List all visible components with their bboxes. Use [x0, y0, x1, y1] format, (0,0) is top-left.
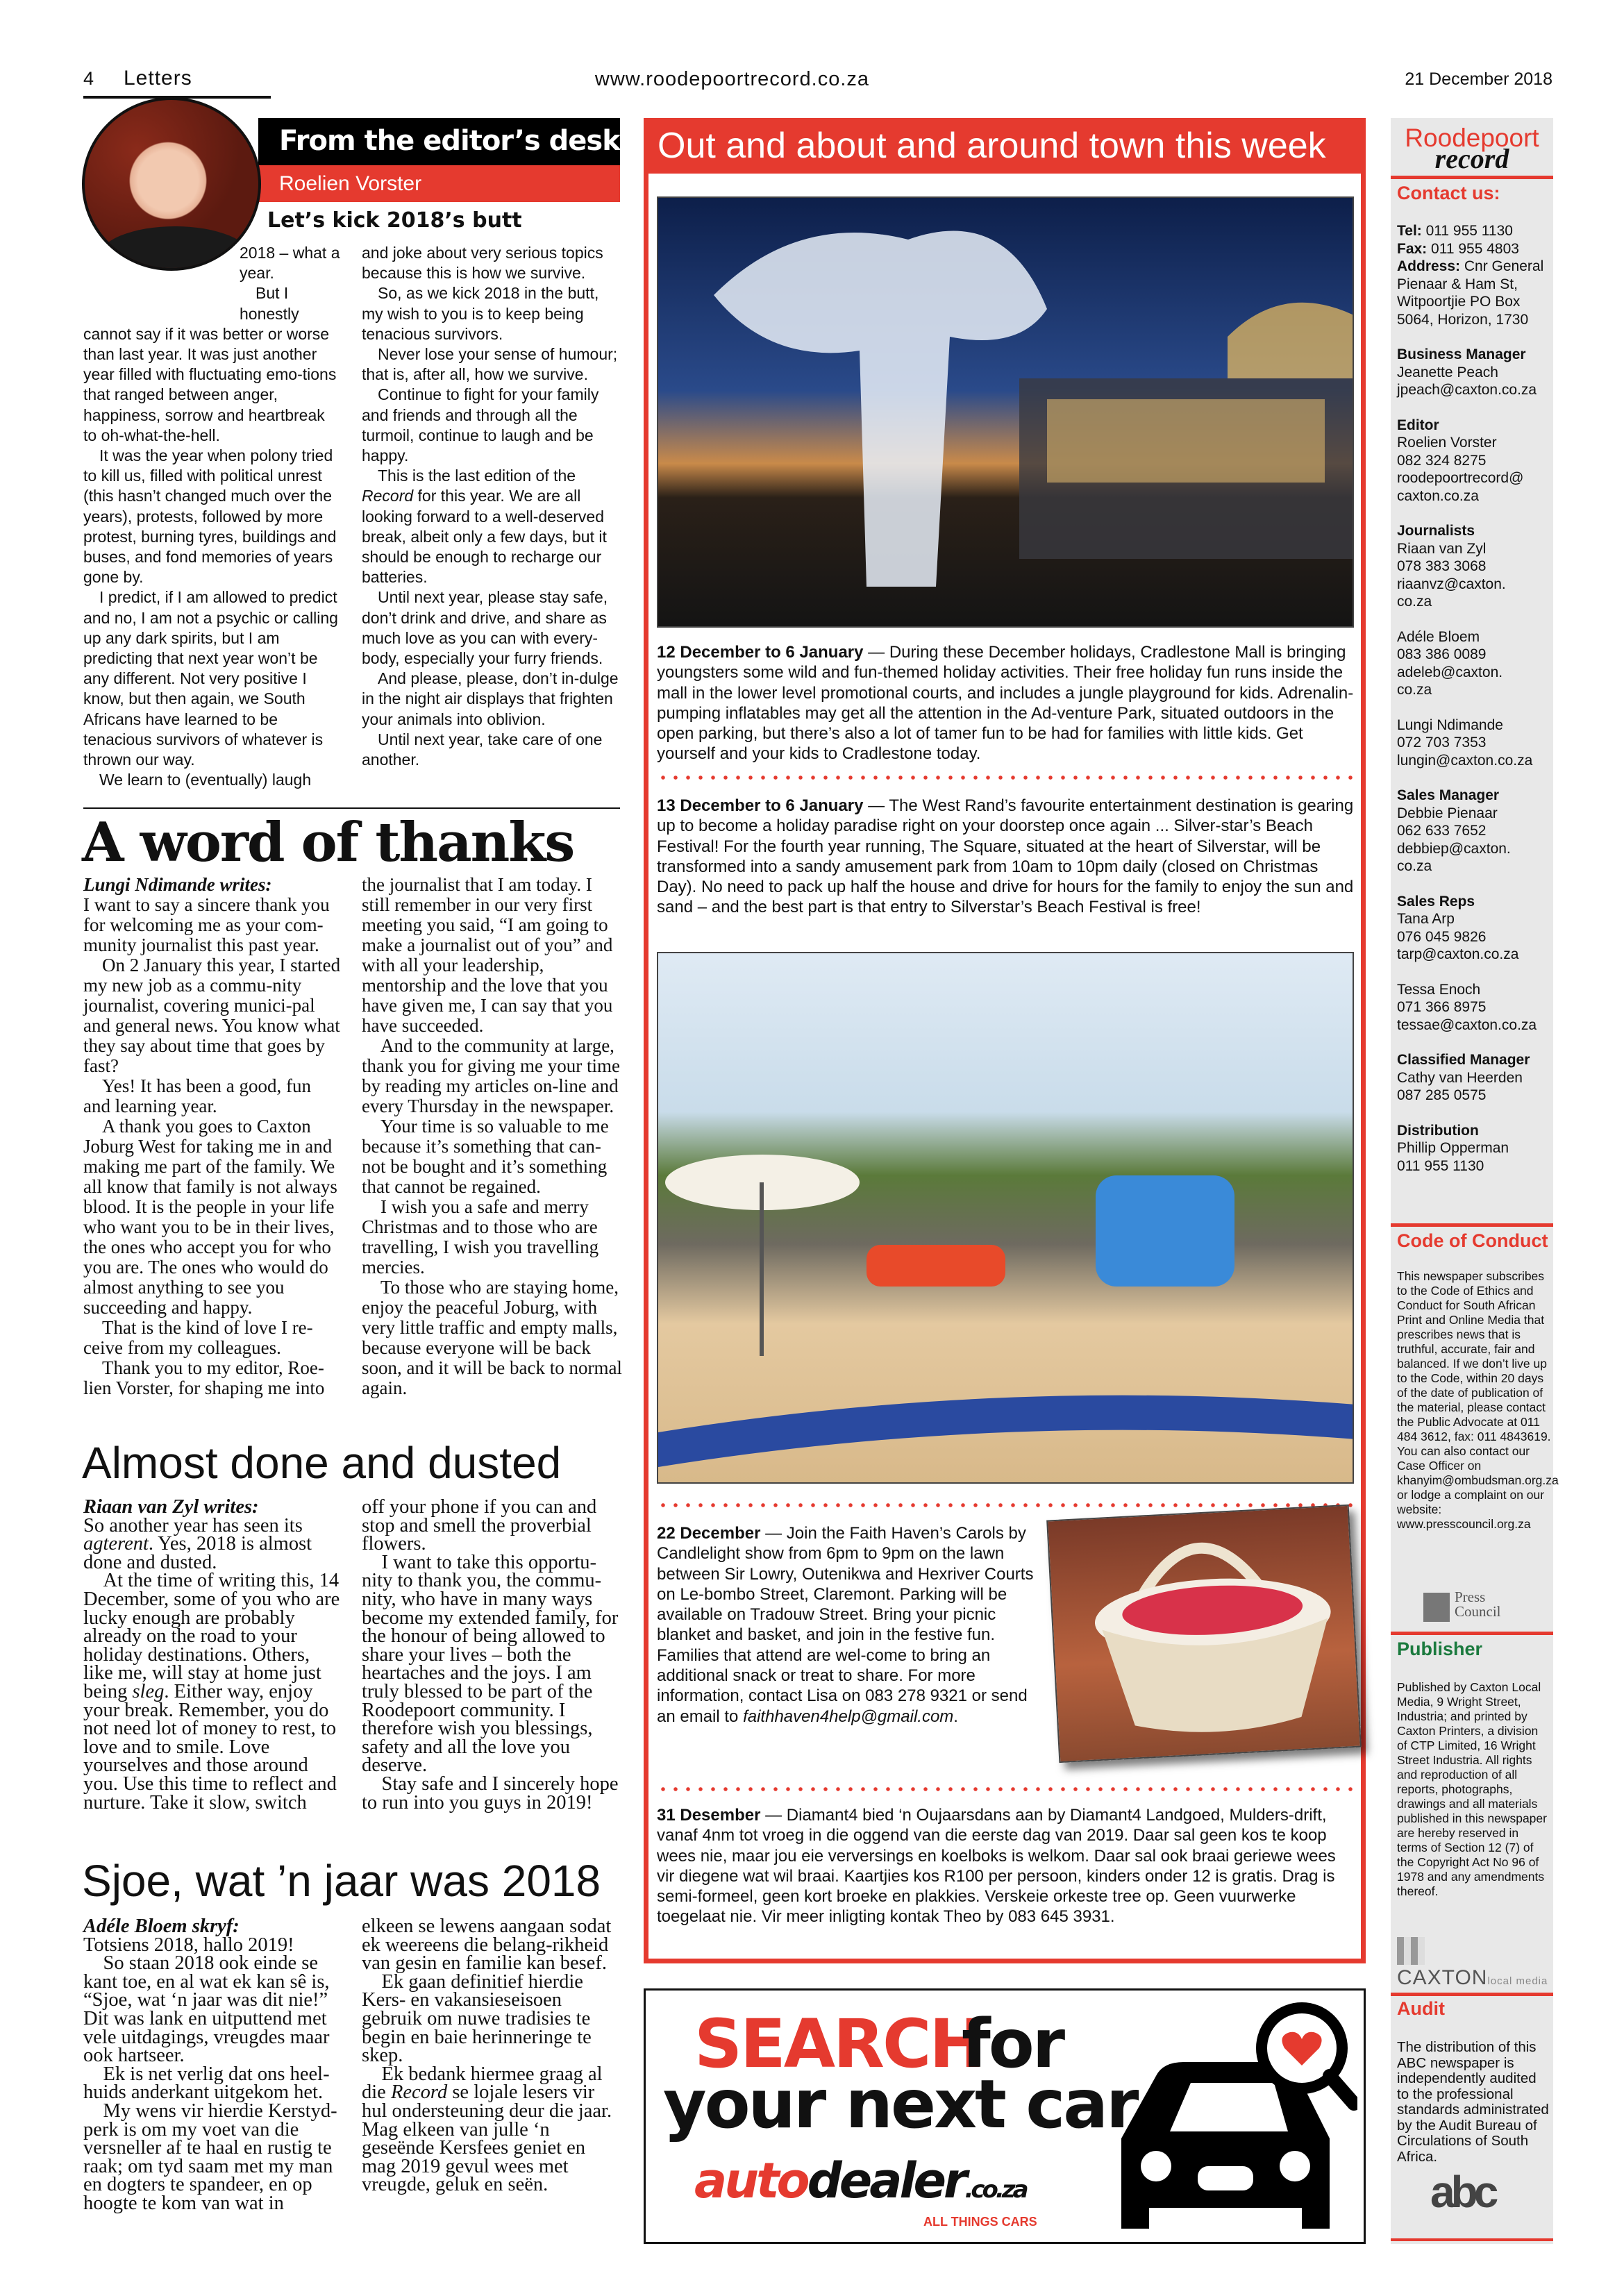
- event-text: — The West Rand’s favourite entertainment destination is gearing up to become a holiday paradise right on your doorstep once again ... Silver-star’s Beach Festival! For the fourth year running, The Square, situated at the heart of Silverstar, will be transformed into a sandy amusement park from 10am to 10pm daily (closed on Christmas Day). No need to pack up half the house and drive for hours for the family to enjoy the sun and sand – and the best part is that entry to Silverstar’s Beach Festival is free!: [657, 796, 1354, 917]
- text-run: Until next year, please stay safe, don’t drink and drive, and share as much love as you can with every-body, especially your furry friends.: [362, 588, 608, 668]
- dusted-column-2: [362, 1498, 622, 1812]
- contact-role: Classified Manager: [1397, 1052, 1530, 1068]
- text-run: Ek bedank hiermee graag al die: [362, 2063, 603, 2104]
- caxton-sub-text: local media: [1487, 1975, 1548, 1987]
- event-text: — Diamant4 bied ‘n Oujaarsdans aan by Diamant4 Landgoed, Mulders-drift, vanaf 4nm tot vroeg in die oggend van die eerste dag van 2019. Daar sal geen kos te koop wees nie, maar jou eie verversings en koelboks is welkom. Daar sal ook braai geriewe wees vir diegene wat wil braai. Kaartjies kos R100 per persoon, kinders onder 12 is gratis. Drag is semi-formeel, geen kort broeke en plakkies. Verskeie orkeste tree op. Geen vuurwerke toegelaat nie. Vir meer inligting kontak Theo by 083 645 3931.: [657, 1806, 1336, 1927]
- beach-festival-photo: [657, 952, 1354, 1484]
- contact-line: 062 633 7652: [1397, 823, 1487, 839]
- text-run: My wens vir hierdie Kerstyd-perk is om my voet van die versneller af te haal en rustig te raak; om tyd saam met my man en dogters te spandeer, en op hoogte te kom van wat in: [83, 2100, 337, 2214]
- contact-role: Sales Manager: [1397, 787, 1500, 803]
- conduct-text: This newspaper subscribes to the Code of Ethics and Conduct for South African Print and Online Media that prescribes news that is truthful, accurate, fair and balanced. If we don’t live up to the Code, within 20 days of the date of publication of the material, please contact the Public Advocate at 011 484 3612, fax: 011 4843619. You can also contact our Case Officer on khanyim@ombudsman.org.za or lodge a complaint on our website: www.presscouncil.org.za: [1397, 1269, 1559, 1531]
- contact-email[interactable]: adeleb@caxton.: [1397, 664, 1503, 680]
- sidebar-rule: [1391, 1632, 1553, 1635]
- text-run: Until next year, take care of one another.: [362, 730, 603, 769]
- contact-email: caxton.co.za: [1397, 487, 1479, 504]
- dotted-divider: [657, 1787, 1354, 1791]
- contact-line: Roelien Vorster: [1397, 435, 1497, 451]
- event-item-3: [657, 1523, 1046, 1727]
- contact-email[interactable]: debbiep@caxton.: [1397, 840, 1511, 857]
- text-run: I predict, if I am allowed to predict and no, I am not a psychic or calling up any dark spirits, but I am predicting that next year won’t be any different. Not very positive I know, but then again, we South Africans have learned to be tenacious survivors of whatever is thrown our way.: [83, 588, 338, 769]
- text-run: I wish you a safe and merry Christmas and to those who are travelling, I wish you travelling mercies.: [362, 1196, 599, 1277]
- contact-block: [1397, 522, 1551, 611]
- paragraph: [362, 1970, 622, 2067]
- audit-text: The distribution of this ABC newspaper is independently audited to the professional standards administrated by the Audit Bureau of Circulations of South Africa.: [1397, 2039, 1549, 2165]
- text-run: I want to say a sincere thank you for welcoming me as your com-munity journalist this past year.: [83, 894, 330, 955]
- contact-email: co.za: [1397, 594, 1432, 610]
- event-item-2: [657, 796, 1354, 918]
- paragraph: [362, 283, 622, 344]
- paragraph: [362, 875, 622, 1036]
- contact-line: Tana Arp: [1397, 911, 1455, 927]
- events-title: Out and about and around town this week: [644, 118, 1366, 174]
- text-run: Ek is net verlig dat ons heel-huids anderkant uitgekom het.: [83, 2063, 330, 2104]
- contact-block: [1397, 346, 1551, 399]
- contact-block: [1397, 417, 1551, 505]
- thanks-column-2: [362, 875, 622, 1398]
- paragraph: [83, 446, 342, 587]
- paragraph: [83, 1076, 342, 1116]
- text-run: for this year. We are all looking forward to a well-deserved break, albeit only a few days, but it should be enough to recharge our batteries.: [362, 487, 607, 587]
- event-text-end: .: [953, 1707, 958, 1726]
- text-run: We learn to (eventually) laugh: [99, 771, 312, 789]
- fax-label: Fax:: [1397, 240, 1428, 257]
- paragraph: [362, 1775, 622, 1812]
- caxton-mark: [1397, 1937, 1425, 1965]
- ad-search-text: SEARCH: [694, 2005, 983, 2083]
- contact-email[interactable]: jpeach@caxton.co.za: [1397, 382, 1537, 398]
- contact-email[interactable]: roodepoortrecord@: [1397, 470, 1524, 486]
- editor-headline: Let’s kick 2018’s butt: [267, 208, 522, 233]
- press-council-logo: [1416, 1590, 1527, 1625]
- paragraph: [362, 466, 622, 587]
- editor-col1-text: [83, 243, 342, 790]
- dusted-byline: Riaan van Zyl writes:: [83, 1496, 259, 1518]
- abc-logo: abc: [1430, 2167, 1495, 2217]
- text-run: So, as we kick 2018 in the butt, my wish to you is to keep being tenacious survivors.: [362, 284, 599, 343]
- paragraph: [83, 1936, 342, 1955]
- contact-block: [1397, 1051, 1551, 1105]
- address-value: Cnr General Pienaar & Ham St, Witpoortjie PO Box 5064, Horizon, 1730: [1397, 258, 1544, 328]
- text-run: . Yes, 2018 is almost done and dusted.: [83, 1533, 312, 1573]
- text-run: sleg: [132, 1680, 165, 1702]
- text-run: Totsiens 2018, hallo 2019!: [83, 1934, 294, 1956]
- text-run: A thank you goes to Caxton Joburg West for taking me in and making me part of the family. We all know that family is not always blood. It is the people in your life who want you to be in their lives, the ones who accept you for who you are. The ones who would do almost anything to see you succeeding and happy.: [83, 1116, 337, 1318]
- text-run: This is the last edition of the: [378, 467, 576, 485]
- divider: [83, 807, 620, 809]
- sjoe-byline: Adéle Bloem skryf:: [83, 1916, 240, 1937]
- sidebar-rule: [1391, 176, 1553, 179]
- publisher-text: Published by Caxton Local Media, 9 Wright Street, Industria; and printed by Caxton Printers, a division of CTP Limited, 16 Wright Street Industria. All rights and reproduction of all reports, photographs, drawings and all materials published in this newspaper are hereby reserved in terms of Section 12 (7) of the Copyright Act No 96 of 1978 and any amendments thereof.: [1397, 1680, 1547, 1898]
- issue-date: 21 December 2018: [1405, 69, 1552, 89]
- press-council-text: Press Council: [1455, 1589, 1501, 1620]
- paragraph: [83, 283, 342, 446]
- fax-value: 011 955 4803: [1427, 240, 1519, 257]
- text-run: Record: [390, 2081, 448, 2104]
- website-url[interactable]: www.roodepoortrecord.co.za: [594, 68, 870, 90]
- text-run: off your phone if you can and stop and smell the proverbial flowers.: [362, 1496, 597, 1555]
- text-run: Ek gaan definitief hierdie Kers- en vakansieseisoen gebruik om nuwe tradisies te begin en baie herinneringe te skep.: [362, 1970, 592, 2067]
- paragraph: [362, 1036, 622, 1116]
- logo-dealer: dealer: [807, 2152, 965, 2209]
- contact-line: Phillip Opperman: [1397, 1140, 1509, 1156]
- thanks-column-1: [83, 875, 342, 1398]
- beach-scene-illustration: [658, 953, 1354, 1484]
- paragraph: [83, 895, 342, 955]
- contact-line: 083 386 0089: [1397, 646, 1487, 662]
- event-date: 13 December to 6 January: [657, 796, 864, 815]
- publisher-heading: Publisher: [1397, 1639, 1483, 1659]
- dotted-divider: [657, 776, 1354, 780]
- page-number: 4: [83, 68, 94, 89]
- contact-role: Sales Reps: [1397, 893, 1475, 910]
- text-run: It was the year when polony tried to kill us, filled with political unrest (this hasn’t changed much over the years), protests, followed by more protest, burning tyres, buildings and buses, and fond memories of years gone by.: [83, 446, 337, 587]
- editor-name-banner: Roelien Vorster: [258, 165, 620, 202]
- contact-line: Riaan van Zyl: [1397, 540, 1487, 557]
- autodealer-logo: [694, 2152, 1026, 2209]
- contact-email[interactable]: tessae@caxton.co.za: [1397, 1016, 1537, 1033]
- contact-role: Journalists: [1397, 523, 1475, 539]
- contact-line: Adéle Bloem: [1397, 628, 1480, 645]
- text-run: Your time is so valuable to me because it’s something that can-not be bought and it’s something that cannot be regained.: [362, 1116, 609, 1197]
- paragraph: [362, 1197, 622, 1277]
- contact-block: [1397, 1122, 1551, 1175]
- contact-line: 076 045 9826: [1397, 928, 1487, 945]
- text-run: . Either way, enjoy your break. Remember, you do not need lot of money to rest, to love and to smile. Love yourselves and those around you. Use this time to reflect and nurture. Take it slow, switch: [83, 1680, 337, 1813]
- contact-email[interactable]: lungin@caxton.co.za: [1397, 752, 1533, 769]
- text-run: So staan 2018 ook einde se kant toe, en al wat ek kan sê is, “Sjoe, wat ‘n jaar was dit nie!” Dit was lank en uitputtend met vele uitdagings, vreugdes maar ook hartseer.: [83, 1952, 330, 2067]
- event-text: — During these December holidays, Cradlestone Mall is bringing youngsters some wild and fun-themed holiday activities. Their free holiday fun runs inside the mall in the lower level promotional courts, and includes a jungle playground for kids. Adrenalin-pumping inflatables may get all the attention in the Ad-venture Park, situated outdoors in the open parking, but there’s also a lot of tamer fun to be had for families with little kids. Get yourself and your kids to Cradlestone today.: [657, 643, 1354, 764]
- contact-list: [1397, 222, 1551, 1192]
- light-tree-illustration: [658, 198, 1354, 628]
- sjoe-title: Sjoe, wat ’n jaar was 2018: [82, 1856, 601, 1906]
- paragraph: [362, 1277, 622, 1398]
- audit-heading: Audit: [1397, 1998, 1445, 2019]
- text-run: At the time of writing this, 14 December, some of you who are lucky enough are probably already on the road to your holiday destinations. Others, like me, will stay at home just being: [83, 1570, 340, 1702]
- text-run: Record: [362, 487, 414, 505]
- contact-line: 011 955 1130: [1397, 1157, 1484, 1174]
- sjoe-column-1: [83, 1918, 342, 2213]
- thanks-title: A word of thanks: [82, 811, 574, 874]
- logo-tld: .co.za: [964, 2176, 1026, 2204]
- paragraph: [83, 1572, 342, 1812]
- contact-line: Lungi Ndimande: [1397, 717, 1503, 733]
- event-date: 12 December to 6 January: [657, 643, 864, 662]
- event-date: 31 Desember: [657, 1806, 761, 1825]
- text-run: On 2 January this year, I started my new job as a commu-nity journalist, covering munici-pal and general news. You know what they say about time that goes by fast?: [83, 955, 341, 1076]
- editor-column-1: [83, 243, 342, 790]
- text-run: 2018 – what a year.: [240, 244, 340, 283]
- text-run: elkeen se lewens aangaan sodat ek weereens die belang-rikheid van gesin en familie kan besef.: [362, 1916, 612, 1975]
- dotted-divider: [657, 1503, 1354, 1507]
- tel-value: 011 955 1130: [1421, 223, 1513, 239]
- text-run: se lojale lesers vir hul ondersteuning deur die jaar. Mag elkeen van julle ‘n geseënde Kersfees geniet en mag 2019 gevul wees met vreugde, geluk en seën.: [362, 2081, 612, 2196]
- paragraph: [362, 587, 622, 669]
- ad-for-text: for: [962, 2005, 1064, 2083]
- contact-role: Editor: [1397, 417, 1439, 433]
- paragraph: [83, 955, 342, 1076]
- contact-line: Cathy van Heerden: [1397, 1069, 1523, 1086]
- thanks-col1-text: [83, 895, 342, 1398]
- text-run: Never lose your sense of humour; that is, after all, how we survive.: [362, 345, 618, 384]
- text-run: Stay safe and I sincerely hope to run into you guys in 2019!: [362, 1773, 619, 1813]
- contact-line: Jeanette Peach: [1397, 364, 1498, 380]
- contact-email: co.za: [1397, 858, 1432, 874]
- basket-illustration: [1048, 1506, 1362, 1763]
- contact-heading: Contact us:: [1397, 183, 1500, 203]
- car-search-icon: [1080, 2000, 1357, 2236]
- contact-line: 087 285 0575: [1397, 1087, 1487, 1103]
- contact-line: 072 703 7353: [1397, 735, 1487, 751]
- contact-block: [1397, 717, 1551, 770]
- contact-line: Debbie Pienaar: [1397, 805, 1498, 821]
- dusted-column-1: [83, 1498, 342, 1812]
- contact-block: [1397, 893, 1551, 964]
- paragraph: [83, 770, 342, 790]
- event-item-1: [657, 642, 1354, 764]
- text-run: That is the kind of love I re-ceive from my colleagues.: [83, 1317, 313, 1358]
- contact-block: [1397, 628, 1551, 699]
- picnic-basket-photo: [1046, 1505, 1362, 1763]
- paragraph: [83, 1954, 342, 2065]
- contact-role: Business Manager: [1397, 346, 1526, 362]
- contact-line: Tessa Enoch: [1397, 981, 1481, 998]
- paragraph: [362, 1918, 622, 1973]
- text-run: Continue to fight for your family and friends and through all the turmoil, continue to laugh and be happy.: [362, 385, 599, 465]
- conduct-heading: Code of Conduct: [1397, 1230, 1548, 1251]
- sidebar-rule: [1391, 2238, 1553, 2241]
- paragraph: [362, 730, 622, 770]
- dusted-title: Almost done and dusted: [82, 1438, 562, 1488]
- paragraph: [362, 2065, 622, 2195]
- editor-desk-banner: From the editor’s desk: [258, 118, 620, 165]
- section-title: Letters: [124, 67, 192, 90]
- text-run: I want to take this opportu-nity to thank you, the commu-nity, who have in many ways become my extended family, for the honour of being allowed to share your lives – both the heartaches and the joys. I am truly blessed to be part of the Roodepoort community. I therefore wish you blessings, safety and all the love you deserve.: [362, 1551, 619, 1777]
- paragraph: [362, 1116, 622, 1197]
- sjoe-column-2: [362, 1918, 622, 2195]
- ad-next-car-text: your next car: [663, 2065, 1137, 2143]
- text-run: Thank you to my editor, Roe-lien Vorster, for shaping me into: [83, 1357, 325, 1398]
- text-run: And to the community at large, thank you for giving me your time by reading my articles on-line and every Thursday in the newspaper.: [362, 1035, 620, 1116]
- contact-role: Distribution: [1397, 1122, 1479, 1139]
- paragraph: [83, 1116, 342, 1318]
- event-email-link[interactable]: faithhaven4help@gmail.com: [743, 1707, 954, 1726]
- contact-email: co.za: [1397, 682, 1432, 698]
- tel-label: Tel:: [1397, 223, 1422, 239]
- masthead-logo-bottom: record: [1434, 143, 1509, 174]
- paragraph: [83, 587, 342, 770]
- paragraph: [83, 1318, 342, 1358]
- text-run: But I honestly cannot say if it was better or worse than last year. It was just another year filled with fluctuating emo-tions that ranged between anger, happiness, sorrow and heartbreak to oh-what-the-hell.: [83, 284, 337, 444]
- paragraph: [362, 1551, 622, 1777]
- paragraph: [83, 2102, 342, 2213]
- text-run: the journalist that I am today. I still remember in our very first meeting you said, “I am going to make a journalist out of you” and with all your leadership, mentorship and the love that you have given me, I can say that you have succeeded.: [362, 874, 613, 1036]
- caxton-logo: [1397, 1966, 1548, 1990]
- text-run: and joke about very serious topics because this is how we survive.: [362, 244, 603, 283]
- text-run: To those who are staying home, enjoy the peaceful Joburg, with very little traffic and empty malls, because everyone will be back soon, and it will be back to normal again.: [362, 1277, 622, 1398]
- contact-line: 078 383 3068: [1397, 558, 1487, 574]
- contact-email[interactable]: tarp@caxton.co.za: [1397, 946, 1519, 962]
- paragraph: [362, 669, 622, 730]
- sjoe-col1-text: [83, 1936, 342, 2213]
- paragraph: [362, 1498, 622, 1554]
- paragraph: [362, 344, 622, 385]
- event-date: 22 December: [657, 1524, 761, 1543]
- logo-auto: auto: [694, 2152, 807, 2209]
- press-council-mark: [1423, 1593, 1450, 1622]
- paragraph: [83, 2065, 342, 2102]
- paragraph: [83, 1514, 342, 1573]
- contact-line: 082 324 8275: [1397, 452, 1487, 469]
- editor-column-2: [362, 243, 622, 770]
- paragraph: [362, 385, 622, 466]
- contact-line: 071 366 8975: [1397, 999, 1487, 1015]
- paragraph: [362, 243, 622, 283]
- dusted-col1-text: [83, 1514, 342, 1813]
- text-run: And please, please, don’t in-dulge in the night air displays that frighten your animals into oblivion.: [362, 669, 619, 728]
- address-block: [1397, 222, 1551, 328]
- contact-email[interactable]: riaanvz@caxton.: [1397, 576, 1506, 592]
- text-run: Yes! It has been a good, fun and learning year.: [83, 1075, 311, 1116]
- text-run: agterent: [83, 1533, 149, 1555]
- caxton-logo-text: CAXTON: [1397, 1966, 1488, 1989]
- contact-block: [1397, 787, 1551, 875]
- paragraph: [83, 1358, 342, 1398]
- event-text: — Join the Faith Haven’s Carols by Candlelight show from 6pm to 9pm on the lawn between Sir Lowry, Outenikwa and Hexriver Courts on Le-bombo Street, Claremont. Parking will be available on Tradouw Street. Bring your picnic blanket and basket, and join in the festive fun. Families that attend are wel-come to bring an additional snack or treat to share. For more information, contact Lisa on 083 278 9321 or send an email to: [657, 1524, 1034, 1726]
- ad-tagline: ALL THINGS CARS: [923, 2215, 1037, 2229]
- address-label: Address:: [1397, 258, 1461, 274]
- event-item-4: [657, 1805, 1354, 1927]
- sidebar-rule: [1391, 1993, 1553, 1996]
- cradlestone-lights-photo: [657, 196, 1354, 628]
- masthead-logo-top: Roodepoort: [1405, 124, 1539, 152]
- text-run: So another year has seen its: [83, 1514, 303, 1536]
- thanks-byline: Lungi Ndimande writes:: [83, 874, 272, 895]
- contact-block: [1397, 981, 1551, 1034]
- sidebar-rule: [1391, 1223, 1553, 1227]
